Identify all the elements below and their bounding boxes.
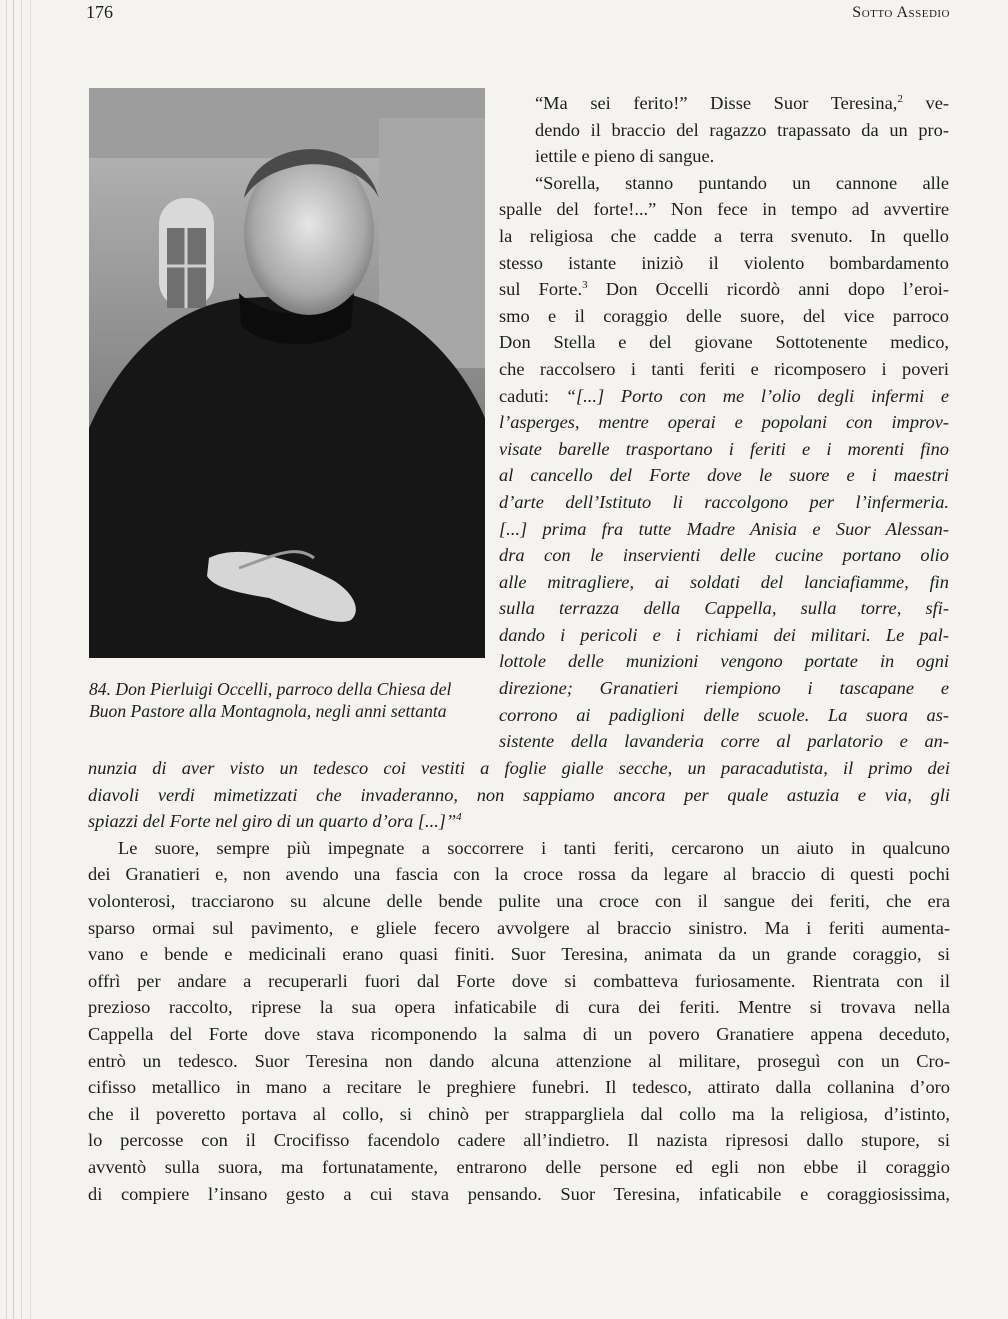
text-line: che raccolsero i tanti feriti e ricomposero i poveri xyxy=(499,358,949,379)
text-line: prezioso raccolto, riprese la sua opera infaticabile di cura dei feriti. Mentre si trovava nella xyxy=(88,997,950,1018)
portrait-photo xyxy=(89,88,485,658)
text-line: l’asperges, mentre operai e popolani con improv- xyxy=(499,412,949,433)
text-line: [...] prima fra tutte Madre Anisia e Suor Alessan- xyxy=(499,518,949,539)
full-width-text xyxy=(88,755,950,1207)
text-line: Le suore, sempre più impegnate a soccorrere i tanti feriti, cercarono un aiuto in qualcuno xyxy=(118,837,950,858)
paragraph-2 xyxy=(499,170,949,755)
text-line: spalle del forte!...” Non fece in tempo ad avvertire xyxy=(499,199,949,220)
text-line: che il poveretto portava al collo, si chinò per strappargliela dal collo ma la religiosa, d’istinto, xyxy=(88,1103,950,1124)
text-line: sulla terrazza della Cappella, sulla torre, sfi- xyxy=(499,598,949,619)
text-line: direzione; Granatieri riempiono i tascapane e xyxy=(499,678,949,699)
text-line: spiazzi del Forte nel giro di un quarto d’ora [...]”$^4$ xyxy=(88,811,462,832)
text-line: cifisso metallico in mano a recitare le preghiere funebri. Il tedesco, attirato dalla collanina d’oro xyxy=(88,1077,950,1098)
caption-text: 84. Don Pierluigi Occelli, parroco della Chiesa del Buon Pastore alla Montagnola, negli anni settanta xyxy=(89,679,452,722)
text-line: corrono ai padiglioni delle scuole. La suora as- xyxy=(499,704,949,725)
text-line: vano e bende e medicinali erano quasi finiti. Suor Teresina, animata da un grande coraggio, si xyxy=(88,944,950,965)
text-line: sul Forte.$^3$ Don Occelli ricordò anni dopo l’eroi- xyxy=(499,279,949,300)
text-line: visate barelle trasportano i feriti e i morenti fino xyxy=(499,438,949,459)
right-column xyxy=(499,90,949,755)
binding-shadow xyxy=(0,0,40,1319)
text-line: di compiere l’insano gesto a cui stava pensando. Suor Teresina, infaticabile e coraggiosissima, xyxy=(88,1183,950,1204)
text-line: dei Granatieri e, non avendo una fascia con la croce rossa da legare al braccio di questi pochi xyxy=(88,864,950,885)
running-head: Sotto Assedio xyxy=(852,4,950,21)
text-line: iettile e pieno di sangue. xyxy=(535,146,715,167)
text-line: al cancello del Forte dove le suore e i maestri xyxy=(499,465,949,486)
text-line: sparso ormai sul pavimento, e gliele fecero avvolgere al braccio sinistro. Ma i feriti aumenta- xyxy=(88,917,950,938)
text-line: volonterosi, tracciarono su alcune delle bende pulite una croce con il sangue dei feriti, che era xyxy=(88,890,950,911)
text-line: dando i pericoli e i richiami dei militari. Le pal- xyxy=(499,624,949,645)
text-line: la religiosa che cadde a terra svenuto. In quello xyxy=(499,225,949,246)
text-line: smo e il coraggio delle suore, del vice parroco xyxy=(499,305,949,326)
text-line: caduti: “[...] Porto con me l’olio degli infermi e xyxy=(499,385,949,406)
text-line: avventò sulla suora, ma fortunatamente, entrarono delle persone ed egli non ebbe il coraggio xyxy=(88,1156,950,1177)
text-line: stesso istante iniziò il violento bombardamento xyxy=(499,252,949,273)
quote-continuation xyxy=(88,755,950,835)
text-line: offrì per andare a recuperarli fuori dal Forte dove si combatteva furiosamente. Rientrata con il xyxy=(88,970,950,991)
text-line: lottole delle munizioni vengono portate in ogni xyxy=(499,651,949,672)
paragraph-1 xyxy=(499,90,949,170)
text-line: dendo il braccio del ragazzo trapassato da un pro- xyxy=(535,119,949,140)
text-line: dra con le inservienti delle cucine portano olio xyxy=(499,545,949,566)
text-line: entrò un tedesco. Suor Teresina non dando alcuna attenzione al militare, proseguì con un Cro- xyxy=(88,1050,950,1071)
text-line: lo percosse con il Crocifisso facendolo cadere all’indietro. Il nazista ripresosi dallo stupore, si xyxy=(88,1130,950,1151)
text-line: alle mitragliere, ai soldati del lanciafiamme, fin xyxy=(499,571,949,592)
text-line: “Sorella, stanno puntando un cannone alle xyxy=(535,172,949,193)
text-line: Cappella del Forte dove stava ricomponendo la salma di un povero Granatiere appena deceduto, xyxy=(88,1023,950,1044)
text-line: sistente della lavanderia corre al parlatorio e an- xyxy=(499,731,949,752)
text-line: “Ma sei ferito!” Disse Suor Teresina,$^2$ ve- xyxy=(535,92,949,113)
text-line: nunzia di aver visto un tedesco coi vestiti a foglie gialle secche, un paracadutista, il primo dei xyxy=(88,758,950,778)
page-number: 176 xyxy=(86,2,113,22)
text-line: Don Stella e del giovane Sottotenente medico, xyxy=(499,332,949,353)
text-line: diavoli verdi mimetizzati che invaderanno, non sappiamo ancora per quale astuzia e via, gli xyxy=(88,784,950,805)
text-line: d’arte dell’Istituto li raccolgono per l’infermeria. xyxy=(499,491,949,512)
figure-caption xyxy=(89,678,489,723)
paragraph-3 xyxy=(88,835,950,1207)
